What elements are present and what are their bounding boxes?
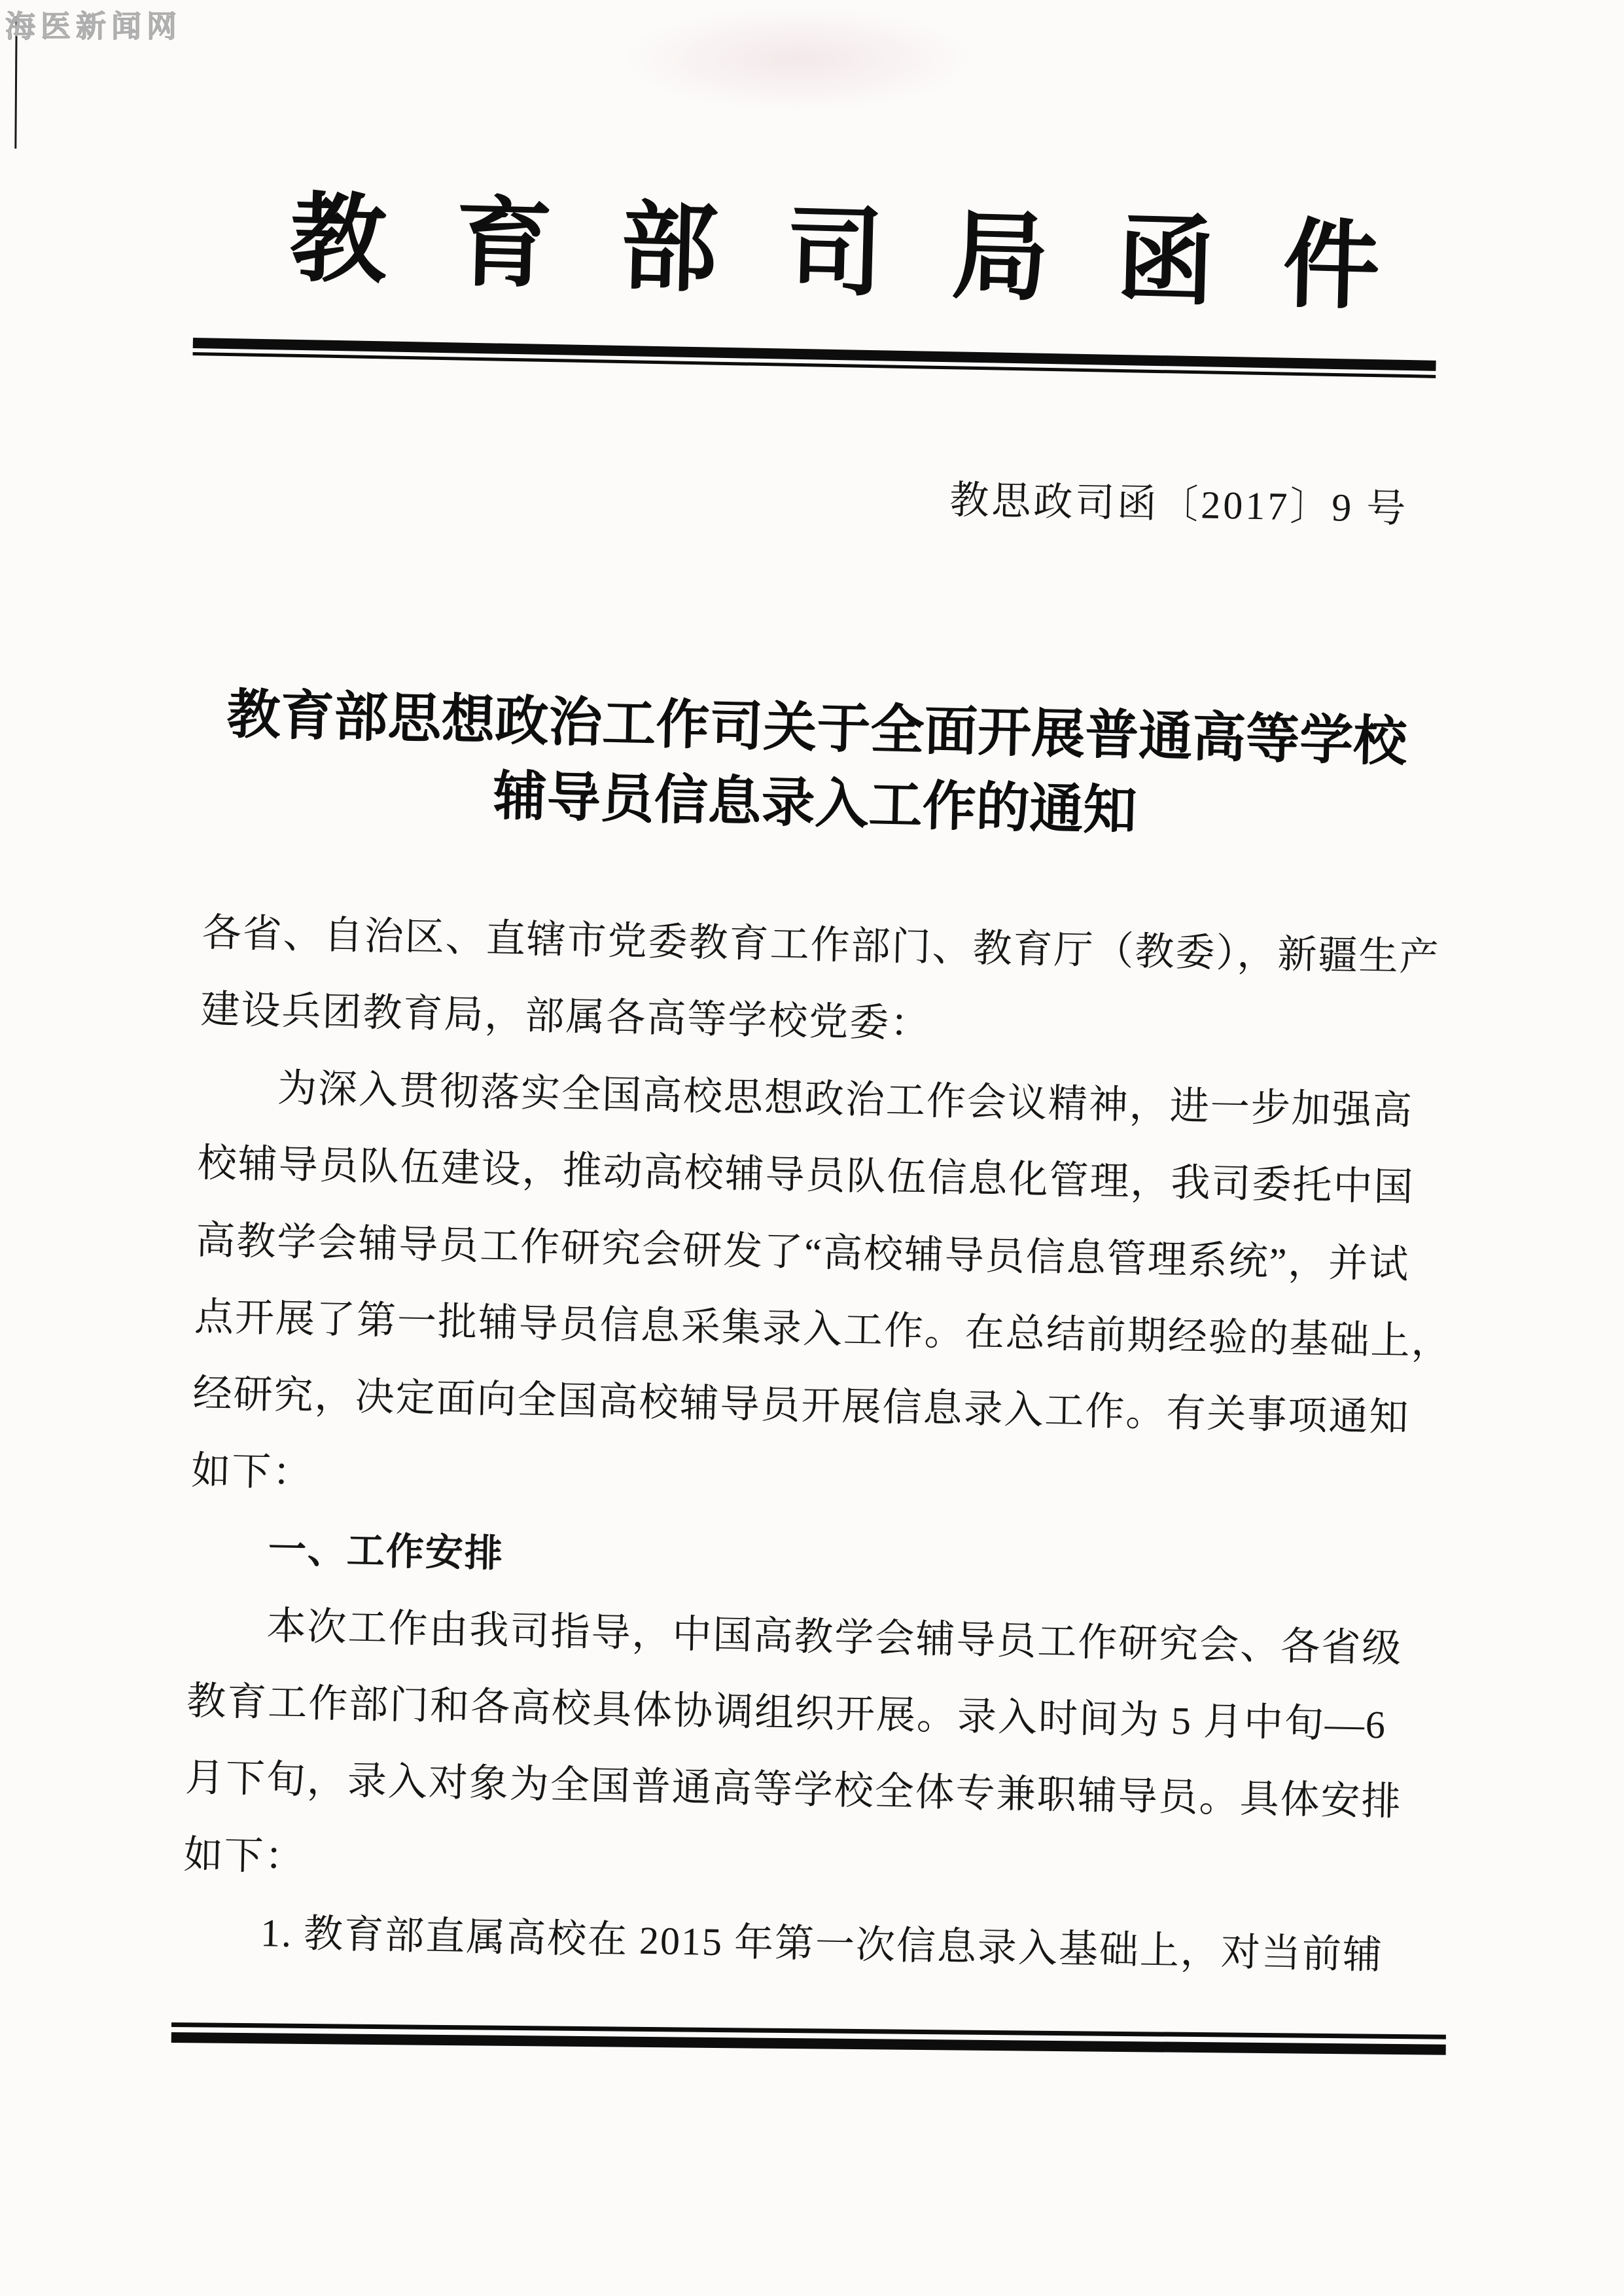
body-line: 为深入贯彻落实全国高校思想政治工作会议精神，进一步加强高 (277, 1066, 1414, 1132)
site-watermark: 海医新闻网 (5, 9, 182, 44)
body-line: 如下： (190, 1448, 313, 1495)
body-line: 本次工作由我司指导，中国高教学会辅导员工作研究会、各省级 (266, 1604, 1403, 1670)
salutation-line: 各省、自治区、直辖市党委教育工作部门、教育厅（教委），新疆生产 (202, 910, 1441, 979)
section-heading: 一、工作安排 (268, 1526, 504, 1576)
body-line: 教育工作部门和各高校具体协调组织开展。录入时间为 5 月中旬—6 (186, 1679, 1387, 1747)
document-title-line1: 教育部思想政治工作司关于全面开展普通高等学校 (226, 685, 1408, 772)
numbered-item-line: 1. 教育部直属高校在 2015 年第一次信息录入基础上，对当前辅 (260, 1911, 1384, 1977)
letterhead-title: 教育部司局函件 (288, 186, 1450, 324)
body-line: 点开展了第一批辅导员信息采集录入工作。在总结前期经验的基础上， (194, 1295, 1453, 1364)
body-line: 如下： (183, 1833, 306, 1879)
document-number: 教思政司函〔2017〕9 号 (949, 478, 1409, 531)
body-line: 经研究，决定面向全国高校辅导员开展信息录入工作。有关事项通知 (192, 1372, 1410, 1440)
body-line: 高教学会辅导员工作研究会研发了“高校辅导员信息管理系统”，并试 (195, 1218, 1410, 1286)
document-title-line2: 辅导员信息录入工作的通知 (492, 766, 1138, 841)
footer-double-rule (171, 2022, 1446, 2055)
scan-stamp-smudge (622, 7, 975, 111)
body-line: 月下旬，录入对象为全国普通高等学校全体专兼职辅导员。具体安排 (185, 1756, 1403, 1824)
document-title (193, 676, 1439, 856)
body-line: 校辅导员队伍建设，推动高校辅导员队伍信息化管理，我司委托中国 (197, 1141, 1415, 1210)
letterhead-double-rule (193, 338, 1436, 378)
document-body (181, 895, 1453, 1995)
salutation-line: 建设兵团教育局，部属各高等学校党委： (200, 988, 931, 1046)
